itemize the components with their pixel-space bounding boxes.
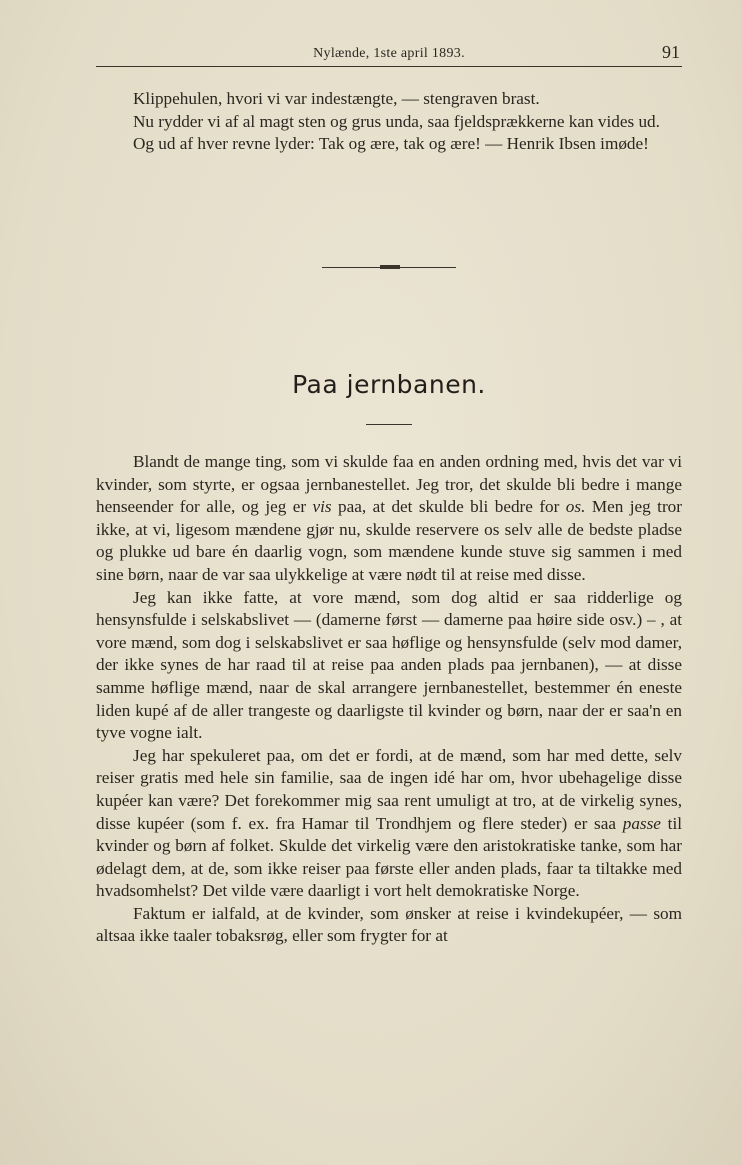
text-run: Men jeg tror ikke, at vi, ligesom mændene gjør nu, skulde reservere os selv alle de bedste pladse og plukke ud bare én daarlig vogn, som mændene kunde stuve sig sammen i med sine børn, naar de var saa ulykkelige at være nødt til at reise med disse. bbox=[96, 497, 682, 584]
header-rule bbox=[96, 66, 682, 67]
emphasis: vis bbox=[312, 497, 332, 517]
emphasis: passe bbox=[622, 813, 661, 833]
paragraph: Faktum er ialfald, at de kvinder, som ønsker at reise i kvindekupéer, — som altsaa ikke taaler tobaksrøg, eller som frygter for at bbox=[96, 903, 682, 946]
text-run: Jeg har spekuleret paa, om det er fordi, at de mænd, som har med dette, selv reiser gratis med hele sin familie, saa de ingen idé har om, hvor ubehagelige disse kupéer kan være? Det forekommer mig saa rent umuligt at tro, at de virkelig synes, disse kupéer (som f. ex. fra Hamar til Trondhjem og flere steder) er saa bbox=[96, 745, 682, 833]
running-title: Nylænde, 1ste april 1893. bbox=[313, 46, 465, 61]
poem-line: Nu rydder vi af al magt sten og grus unda, saa fjeldsprækkerne kan vides ud. bbox=[133, 111, 660, 131]
paragraph: Jeg kan ikke fatte, at vore mænd, som dog altid er saa ridderlige og hensynsfulde i selskabslivet — (damerne først — damerne paa høire side osv.) – , at vore mænd, som dog i selskabslivet er saa høflige og hensynsfulde (selv mod damer, der ikke synes de har raad til at reise paa anden plads paa jernbanen), — at disse samme høflige mænd, naar de skal arrangere jernbanestellet, bestemmer én eneste liden kupé af de aller trangeste og daarligste til kvinder og børn, naar der er saa'n en tyve vogne ialt. bbox=[96, 587, 682, 743]
paragraph bbox=[96, 451, 682, 587]
running-header bbox=[96, 42, 682, 66]
text-run: til kvinder og børn af folket. Skulde det virkelig være den aristokratiske tanke, som har ødelagt dem, at de, som ikke reiser paa første eller anden plads, faar ta tiltakke med hvadsomhelst? Det vilde være daarligt i vort helt demokratiske Norge. bbox=[96, 813, 683, 901]
article-body bbox=[96, 451, 682, 948]
emphasis: os. bbox=[565, 497, 586, 517]
text-run: Blandt de mange ting, som vi skulde faa en anden ordning med, hvis det var vi kvinder, som styrte, er ogsaa jernbanestellet. Jeg tror, det skulde bli bedre i mange henseender for alle, og jeg er bbox=[96, 452, 682, 517]
section-divider-mark bbox=[380, 265, 400, 269]
paragraph bbox=[96, 745, 682, 903]
poem-excerpt bbox=[96, 88, 682, 156]
title-rule bbox=[366, 424, 412, 425]
article-title: Paa jernbanen. bbox=[292, 370, 486, 399]
poem-line: Klippehulen, hvori vi var indestængte, — stengraven brast. bbox=[133, 89, 540, 108]
page-number: 91 bbox=[662, 42, 680, 62]
text-run: paa, at det skulde bli bedre for bbox=[331, 497, 566, 517]
poem-line: Og ud af hver revne lyder: Tak og ære, tak og ære! — Henrik Ibsen imøde! bbox=[133, 134, 649, 154]
